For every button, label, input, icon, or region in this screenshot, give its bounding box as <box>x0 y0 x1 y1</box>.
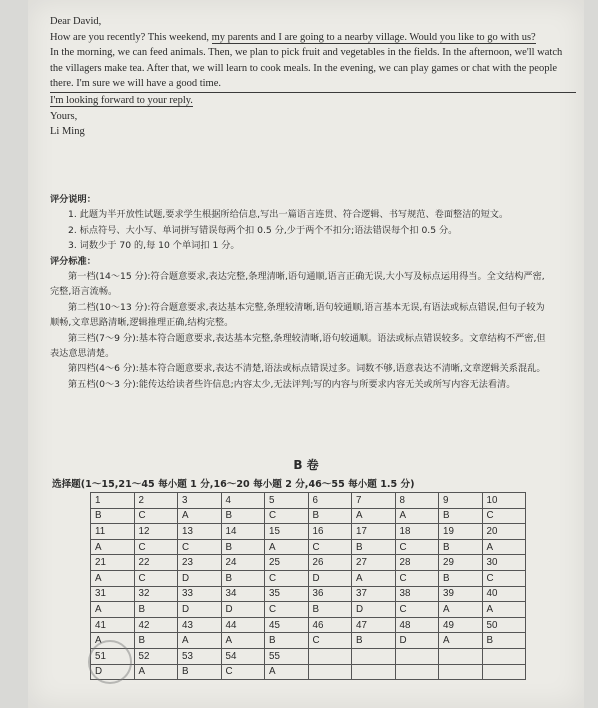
question-number-cell: 21 <box>91 555 135 571</box>
letter-paragraph-3 <box>50 93 576 109</box>
question-number-cell: 39 <box>439 586 483 602</box>
grading-notes-title: 评分说明： <box>50 194 96 205</box>
grading-note-1: 1. 此题为半开放性试题,要求学生根据所给信息,写出一篇语言连贯、符合逻辑、书写规范、卷面整洁的短文。 <box>68 209 509 221</box>
question-number-cell <box>352 648 396 664</box>
question-number-row <box>91 493 526 509</box>
question-number-cell: 24 <box>221 555 265 571</box>
answer-cell: C <box>395 539 439 555</box>
question-number-cell: 13 <box>178 524 222 540</box>
answer-cell: B <box>91 508 135 524</box>
question-number-cell: 26 <box>308 555 352 571</box>
answer-cell: C <box>134 570 178 586</box>
question-number-cell: 22 <box>134 555 178 571</box>
letter-line-1a: How are you recently? This weekend, <box>50 31 212 43</box>
question-number-cell: 37 <box>352 586 396 602</box>
answer-cell <box>439 664 483 680</box>
section-b-title: B 卷 <box>293 458 319 472</box>
grading-note-2: 2. 标点符号、大小写、单词拼写错误每两个扣 0.5 分,少于两个不扣分;语法错误每个扣 0.5 分。 <box>68 224 458 236</box>
answer-cell: A <box>178 633 222 649</box>
question-number-cell: 30 <box>482 555 526 571</box>
question-number-cell: 5 <box>265 493 309 509</box>
question-number-cell: 42 <box>134 617 178 633</box>
question-number-cell: 1 <box>91 493 135 509</box>
grading-standard-title: 评分标准： <box>50 255 96 267</box>
answer-cell: C <box>308 633 352 649</box>
letter-paragraph-1 <box>50 30 576 46</box>
answer-cell: A <box>134 664 178 680</box>
question-number-cell: 43 <box>178 617 222 633</box>
answer-cell: C <box>482 570 526 586</box>
question-number-cell <box>395 648 439 664</box>
answer-cell: B <box>439 508 483 524</box>
answer-key-table <box>90 492 526 680</box>
answer-cell: B <box>308 602 352 618</box>
answer-cell: A <box>91 633 135 649</box>
answer-row <box>91 633 526 649</box>
question-number-cell: 41 <box>91 617 135 633</box>
question-number-cell: 12 <box>134 524 178 540</box>
question-number-cell: 44 <box>221 617 265 633</box>
question-number-row <box>91 586 526 602</box>
answer-cell <box>308 664 352 680</box>
question-number-cell: 46 <box>308 617 352 633</box>
choice-section-title: 选择题(1～15,21～45 每小题 1 分,16～20 每小题 2 分,46～55 每小题 1.5 分) <box>52 479 415 490</box>
question-number-cell: 45 <box>265 617 309 633</box>
answer-cell: C <box>134 508 178 524</box>
letter-reply-line: I'm looking forward to your reply. <box>50 94 193 106</box>
question-number-cell: 31 <box>91 586 135 602</box>
question-number-row <box>91 648 526 664</box>
question-number-cell: 55 <box>265 648 309 664</box>
question-number-cell <box>308 648 352 664</box>
answer-cell: B <box>134 602 178 618</box>
answer-cell: C <box>265 570 309 586</box>
answer-cell <box>395 664 439 680</box>
question-number-row <box>91 555 526 571</box>
question-number-cell: 15 <box>265 524 309 540</box>
answer-cell: A <box>221 633 265 649</box>
answer-cell: B <box>178 664 222 680</box>
question-number-cell: 19 <box>439 524 483 540</box>
question-number-cell: 8 <box>395 493 439 509</box>
grading-level-3: 第三档(7～9 分):基本符合题意要求,表达基本完整,条理较清晰,语句较通顺。语法或标点错误较多。文章结构不严密,但表达意思清楚。 <box>50 332 546 360</box>
question-number-cell: 27 <box>352 555 396 571</box>
answer-row <box>91 539 526 555</box>
question-number-cell: 2 <box>134 493 178 509</box>
question-number-cell: 32 <box>134 586 178 602</box>
answer-cell: A <box>91 570 135 586</box>
letter-line-1b: my parents and I are going to a nearby village. Would you like to go with us? <box>211 31 536 43</box>
letter-paragraph-2: In the morning, we can feed animals. Then, we plan to pick fruit and vegetables in the fields. In the afternoon, we'll watch the villagers make tea. After that, we will learn to cook meals. In the evening, we can play games or chat with the people there. I'm sure we will have a good time. <box>50 45 576 93</box>
answer-cell <box>352 664 396 680</box>
answer-cell: A <box>265 664 309 680</box>
question-number-cell: 35 <box>265 586 309 602</box>
question-number-cell: 34 <box>221 586 265 602</box>
question-number-cell: 23 <box>178 555 222 571</box>
answer-cell: B <box>352 633 396 649</box>
question-number-cell: 52 <box>134 648 178 664</box>
answer-cell: B <box>221 539 265 555</box>
letter-signature: Li Ming <box>50 126 85 138</box>
grading-guide <box>50 192 550 392</box>
answer-row <box>91 508 526 524</box>
answer-row <box>91 664 526 680</box>
question-number-cell: 28 <box>395 555 439 571</box>
question-number-cell: 14 <box>221 524 265 540</box>
grading-level-5: 第五档(0～3 分):能传达给读者些许信息;内容太少,无法评判;写的内容与所要求内容无关或所写内容无法看清。 <box>68 378 516 390</box>
answer-cell: A <box>265 539 309 555</box>
answer-cell: D <box>178 602 222 618</box>
answer-cell: B <box>308 508 352 524</box>
answer-cell: D <box>352 602 396 618</box>
answer-cell: B <box>482 633 526 649</box>
letter-greeting: Dear David, <box>50 16 102 27</box>
answer-row <box>91 570 526 586</box>
answer-cell: A <box>439 602 483 618</box>
stamp-seal <box>88 640 132 684</box>
question-number-cell: 4 <box>221 493 265 509</box>
question-number-cell: 48 <box>395 617 439 633</box>
answer-cell: C <box>178 539 222 555</box>
grading-level-4: 第四档(4～6 分):基本符合题意要求,表达不清楚,语法或标点错误过多。词数不够,语意表达不清晰,文章逻辑关系混乱。 <box>68 363 546 375</box>
answer-cell: C <box>308 539 352 555</box>
question-number-cell: 6 <box>308 493 352 509</box>
answer-cell: A <box>91 539 135 555</box>
answer-cell: D <box>395 633 439 649</box>
question-number-cell <box>482 648 526 664</box>
question-number-row <box>91 617 526 633</box>
answer-cell: C <box>265 508 309 524</box>
question-number-cell: 51 <box>91 648 135 664</box>
question-number-cell: 50 <box>482 617 526 633</box>
answer-cell: B <box>352 539 396 555</box>
answer-cell: A <box>91 602 135 618</box>
answer-cell: A <box>352 508 396 524</box>
answer-cell: B <box>221 570 265 586</box>
grading-level-1: 第一档(14～15 分):符合题意要求,表达完整,条理清晰,语句通顺,语言正确无误,大小写及标点运用得当。全文结构严密,完整,语言流畅。 <box>50 271 545 298</box>
answer-cell: A <box>178 508 222 524</box>
question-number-cell: 38 <box>395 586 439 602</box>
question-number-cell: 16 <box>308 524 352 540</box>
question-number-row <box>91 524 526 540</box>
question-number-cell: 10 <box>482 493 526 509</box>
answer-cell: B <box>134 633 178 649</box>
question-number-cell: 29 <box>439 555 483 571</box>
question-number-cell <box>439 648 483 664</box>
answer-cell: A <box>395 508 439 524</box>
answer-cell: A <box>482 602 526 618</box>
question-number-cell: 3 <box>178 493 222 509</box>
answer-cell: B <box>439 570 483 586</box>
answer-cell: C <box>221 664 265 680</box>
answer-cell <box>482 664 526 680</box>
answer-cell: A <box>439 633 483 649</box>
grading-level-2: 第二档(10～13 分):符合题意要求,表达基本完整,条理较清晰,语句较通顺,语言基本无误,有语法或标点错误,但句子较为顺畅,文章思路清晰,逻辑推理正确,结构完整。 <box>50 301 545 329</box>
question-number-cell: 47 <box>352 617 396 633</box>
answer-cell: A <box>482 539 526 555</box>
answer-cell: C <box>265 602 309 618</box>
question-number-cell: 18 <box>395 524 439 540</box>
answer-cell: D <box>91 664 135 680</box>
answer-cell: D <box>221 602 265 618</box>
question-number-cell: 11 <box>91 524 135 540</box>
question-number-cell: 7 <box>352 493 396 509</box>
answer-cell: D <box>178 570 222 586</box>
answer-cell: D <box>308 570 352 586</box>
answer-cell: B <box>221 508 265 524</box>
question-number-cell: 20 <box>482 524 526 540</box>
answer-cell: C <box>395 570 439 586</box>
answer-cell: C <box>482 508 526 524</box>
question-number-cell: 53 <box>178 648 222 664</box>
question-number-cell: 36 <box>308 586 352 602</box>
question-number-cell: 54 <box>221 648 265 664</box>
answer-cell: A <box>352 570 396 586</box>
grading-note-3: 3. 词数少于 70 的,每 10 个单词扣 1 分。 <box>68 240 240 252</box>
question-number-cell: 17 <box>352 524 396 540</box>
model-letter <box>50 14 576 140</box>
question-number-cell: 25 <box>265 555 309 571</box>
letter-closing: Yours, <box>50 110 78 122</box>
answer-cell: C <box>134 539 178 555</box>
answer-cell: B <box>265 633 309 649</box>
answer-sheet-page <box>28 0 584 708</box>
question-number-cell: 33 <box>178 586 222 602</box>
question-number-cell: 49 <box>439 617 483 633</box>
answer-cell: C <box>395 602 439 618</box>
question-number-cell: 9 <box>439 493 483 509</box>
answer-cell: B <box>439 539 483 555</box>
question-number-cell: 40 <box>482 586 526 602</box>
answer-row <box>91 602 526 618</box>
